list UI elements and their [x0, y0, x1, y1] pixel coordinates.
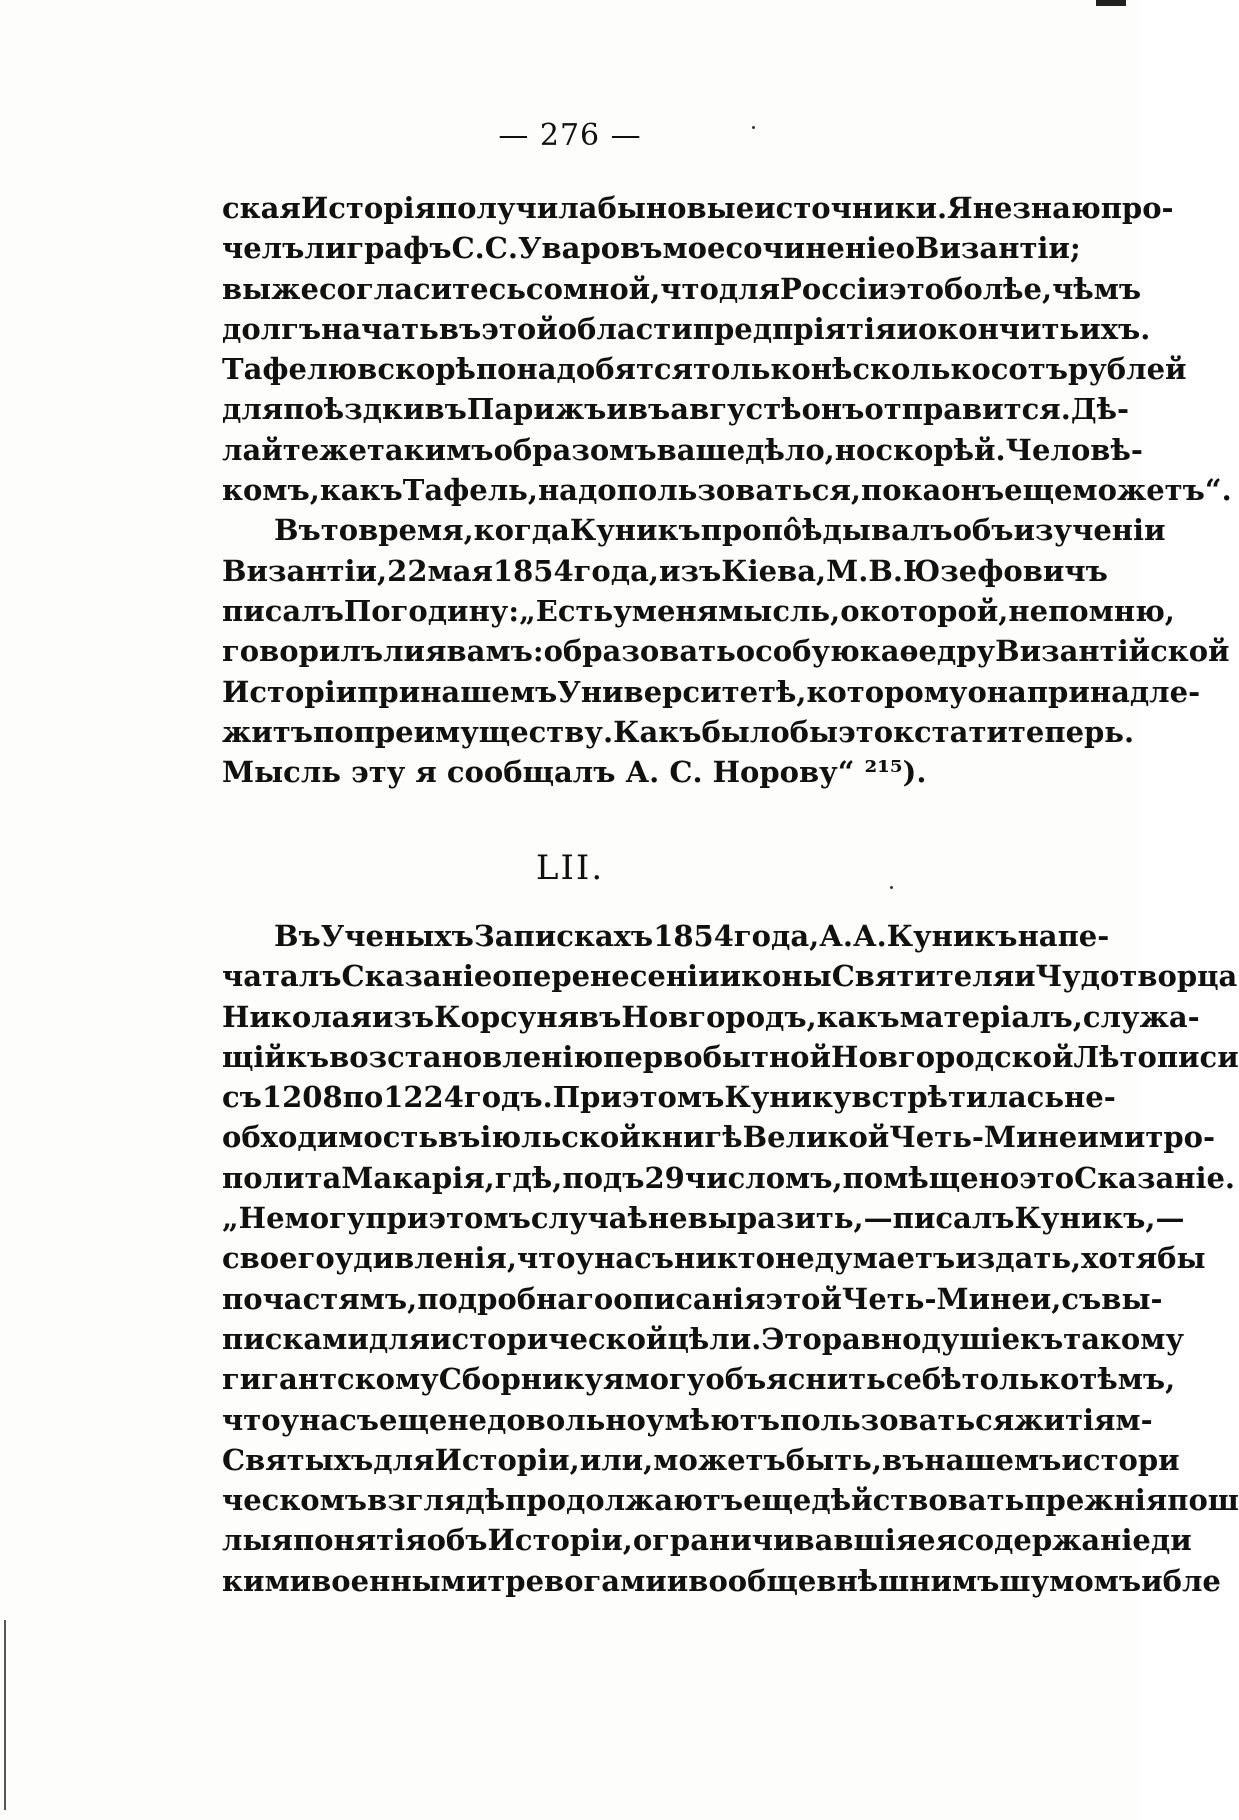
- text-line: долгъ начать въ этой области предпріятія и окончить ихъ.: [222, 311, 1151, 346]
- text-line: гигантскому Сборнику я могу объяснить себѣ только тѣмъ,: [222, 1362, 1176, 1397]
- text-line: Тафелю вскорѣ понадобятся только нѣсколько сотъ рублей: [222, 352, 1187, 387]
- text-line: щій къ возстановленію первобытной Новгородской Лѣтописи: [222, 1039, 1239, 1074]
- text-line: Николая изъ Корсуня въ Новгородъ, какъ матеріалъ, служа-: [222, 999, 1200, 1034]
- text-line: Византіи, 22 мая 1854 года, изъ Кіева, М. В. Юзефовичъ: [222, 553, 1108, 588]
- text-line: по частямъ, подробнаго описанія этой Четь-Минеи, съ вы-: [222, 1281, 1163, 1316]
- text-line: писалъ Погодину: „Есть у меня мысль, о которой, не помню,: [222, 593, 1175, 628]
- text-line: ская Исторія получила бы новые источники. Я не знаю про-: [222, 191, 1174, 225]
- text-line: Святыхъ для Исторіи, или, можетъ быть, въ нашемъ истори: [222, 1442, 1180, 1477]
- text-line: чаталъ Сказаніе о перенесеніи иконы Святителя и Чудотворца: [222, 959, 1238, 994]
- text-line: челъ ли графъ С. С. Уваровъ мое сочиненіе о Византіи;: [222, 231, 1081, 266]
- text-line: писками для исторической цѣли. Это равнодушіе къ такому: [222, 1321, 1185, 1356]
- text-line: Въ Ученыхъ Запискахъ 1854 года, А. А. Куникъ напе-: [274, 919, 1110, 953]
- text-line: лыя понятія объ Исторіи, ограничивавшія ея содержаніе ди: [222, 1523, 1192, 1558]
- text-line: полита Макарія, гдѣ, подъ 29 числомъ, помѣщено это Сказаніе.: [222, 1160, 1236, 1195]
- text-line: кими военными тревогами и вообще внѣшнимъ шумомъ и бле: [222, 1563, 1221, 1598]
- text-line: что у насъ еще недовольно умѣютъ пользоваться житіям-: [222, 1402, 1153, 1437]
- text-line: для поѣздки въ Парижъ и въ августѣ онъ отправится. Дѣ-: [222, 392, 1130, 427]
- text-line: съ 1208 по 1224 годъ. При этомъ Кунику встрѣтилась не-: [222, 1080, 1116, 1115]
- paragraph-continuation: [222, 188, 1232, 510]
- text-block-top: [222, 188, 1232, 792]
- text-line: обходимость въ іюльской книгѣ Великой Четь-Минеи митро-: [222, 1120, 1216, 1155]
- scan-artifact-left-edge: [4, 1620, 6, 1810]
- text-line: говорилъ ли я вамъ: образовать особую каѳедру Византійской: [222, 634, 1230, 669]
- paragraph-uchenye-zapiski: [222, 916, 1239, 1601]
- paragraph-kunik-byzantium: [222, 510, 1230, 792]
- text-line: Въ то время, когда Куникъ пропо̂ѣдывалъ объ изученіи: [274, 513, 1166, 548]
- text-block-bottom: [222, 916, 1239, 1601]
- text-line: житъ по преимуществу. Какъ было бы это кстати теперь.: [222, 714, 1135, 749]
- section-heading: LII.: [535, 848, 605, 888]
- text-line: вы же согласитесь со мной, что для Россіи это болѣе, чѣмъ: [222, 271, 1142, 306]
- text-line: „Не могу при этомъ случаѣ не выразить,—писалъ Куникъ,—: [222, 1201, 1185, 1236]
- text-line: лайте же такимъ образомъ ваше дѣло, но скорѣй. Человѣ-: [222, 432, 1143, 467]
- scan-artifact-top: [1096, 0, 1126, 6]
- page-number: — 276 —: [498, 118, 642, 153]
- text-line: Исторіи при нашемъ Университетѣ, которому она принадле-: [222, 674, 1201, 709]
- text-line: Мысль эту я сообщалъ А. С. Норову“ ²¹⁵).: [222, 755, 927, 790]
- text-line: ческомъ взглядѣ продолжаютъ еще дѣйствовать прежнія пош: [222, 1483, 1239, 1518]
- text-line: комъ, какъ Тафель, надо пользоваться, пока онъ еще можетъ“.: [222, 473, 1232, 508]
- text-line: своего удивленія, что у насъ никто не думаетъ издать, хотя бы: [222, 1241, 1206, 1276]
